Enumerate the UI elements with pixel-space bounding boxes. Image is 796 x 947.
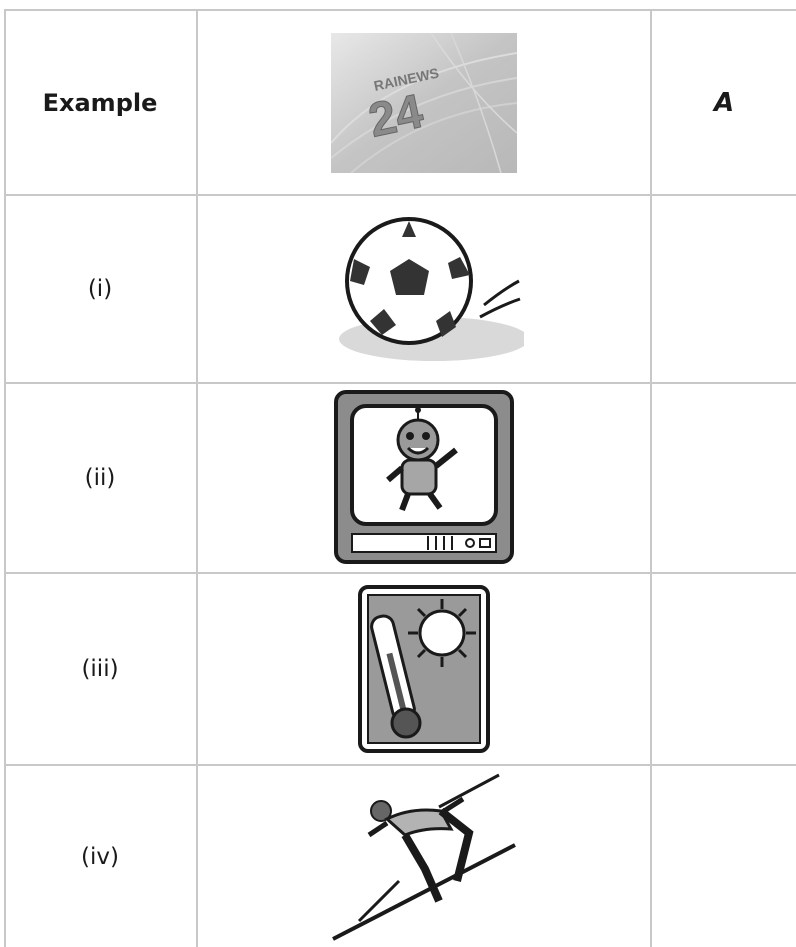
thermometer-sun-icon [356, 583, 492, 755]
answer-cell-i[interactable] [652, 196, 796, 382]
rainews24-logo [331, 33, 517, 173]
image-cell-ii [198, 384, 650, 572]
answer-cell-iv[interactable] [652, 766, 796, 947]
image-cell-example [198, 11, 650, 194]
soccer-ball-icon [324, 209, 524, 369]
row-label-i: (i) [87, 276, 113, 302]
row-label-iv: (iv) [81, 843, 119, 870]
image-cell-i [198, 196, 650, 382]
row-label-ii: (ii) [84, 465, 116, 491]
image-cell-iv [198, 766, 650, 947]
answer-cell-ii[interactable] [652, 384, 796, 572]
logo-text-top: RAINEWS [372, 64, 441, 94]
answer-cell-iii[interactable] [652, 574, 796, 764]
skier-icon [329, 771, 519, 943]
row-label-example: Example [42, 88, 158, 117]
answer-cell-example: A [713, 87, 735, 118]
image-cell-iii [198, 574, 650, 764]
row-label-iii: (iii) [81, 656, 119, 682]
tv-cartoon-icon [332, 388, 516, 568]
logo-text-bottom: 24 [364, 84, 428, 148]
